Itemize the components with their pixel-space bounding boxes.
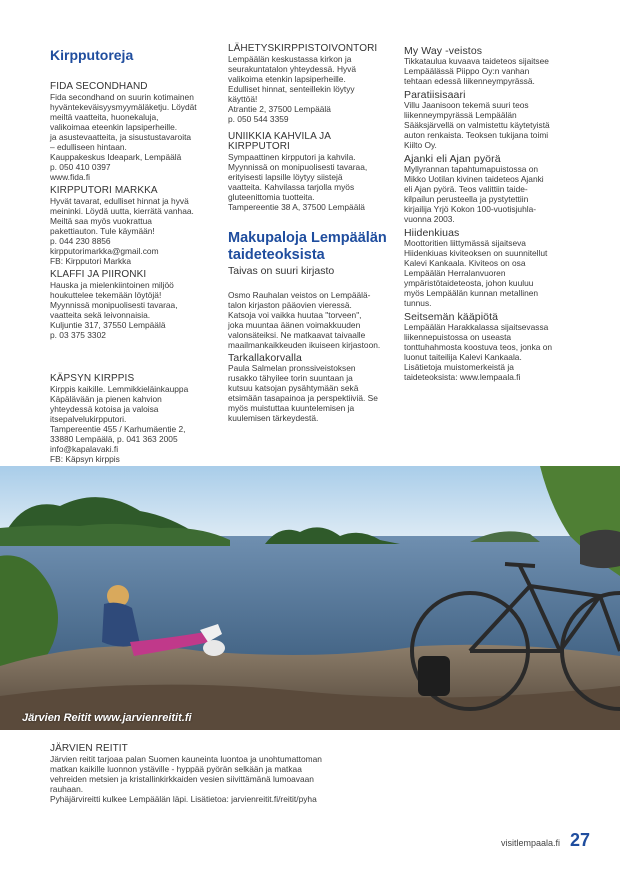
listing-kapsyn — [50, 374, 220, 474]
photo-caption: Järvien Reitit www.jarvienreitit.fi — [22, 712, 192, 724]
art-heading: Hiidenkiuas — [404, 227, 460, 239]
listing-lahetys — [228, 44, 393, 124]
art-text: Tikkataulua kuvaava taideteos sijaitsee Lempäälässä Piippo Oy:n vanhan tehtaan edessä liikenneympyrässä. — [404, 56, 549, 86]
page-number: 27 — [569, 830, 590, 850]
lake-photo — [0, 466, 620, 730]
art-text: Myllyrannan tapahtumapuistossa on Mikko Uotilan kivinen taideteos Ajanki eli Ajan pyörä. Teos valittiin taide- kilpailun perusteella ja pystytettiin kirjailija Yrjö Kokon 100-vuotisjuhla- vuonna 2003. — [404, 164, 544, 224]
art-heading-tarkalla: Tarkallakorvalla — [228, 352, 302, 364]
listing-heading: FIDA SECONDHAND — [50, 81, 148, 92]
listing-heading: KIRPPUTORI MARKKA — [50, 185, 158, 196]
listing-fida — [50, 82, 220, 182]
art-item-hiidenkiuas — [404, 228, 582, 308]
art-heading: Seitsemän kääpiötä — [404, 311, 499, 323]
listing-uniikkia — [228, 132, 393, 212]
jarvien-reitit-text: Järvien reitit tarjoaa palan Suomen kauneinta luontoa ja unohtumattoman matkan kaikille luonnon ystäville - hyppää pyörän selkään ja matkaa vehreiden metsien ja kristallinkirkkaiden vesien siivittämänä lumoavaan rauhaan. Pyhäjärvireitti kulkee Lempäälän läpi. Lisätietoa: jarvienreitit.fi/reitit/pyha — [50, 754, 322, 804]
art-item-kaapiot — [404, 312, 582, 382]
lake-photo-illustration — [0, 466, 620, 730]
art-section-title: Makupaloja Lempäälän taideteoksista — [228, 230, 387, 263]
art-heading: My Way -veistos — [404, 45, 483, 57]
listing-klaffi — [50, 270, 220, 340]
footer-url: visitlempaala.fi — [500, 838, 560, 848]
art-item-paratiisisaari — [404, 90, 582, 150]
listing-markka — [50, 186, 220, 266]
listing-heading: KLAFFI JA PIIRONKI — [50, 269, 147, 280]
art-item-myway — [404, 46, 582, 86]
listing-text: Hyvät tavarat, edulliset hinnat ja hyvä meininki. Löydä uutta, kierrätä vanhaa. Meiltä saa myös vuokrattua pakettiauton. Tule käymään! p. 044 230 8856 kirpputorimarkka@gmail.com FB: Kirpputori Markka — [50, 196, 194, 266]
jarvien-reitit-heading: JÄRVIEN REITIT — [50, 743, 128, 754]
listing-heading: UNIIKKIA KAHVILA JA KIRPPUTORI — [228, 131, 332, 152]
column-flea-markets — [50, 40, 220, 478]
art-text-tarkalla: Paula Salmelan pronssiveistoksen rusakko tähyilee torin suuntaan ja kutsuu katsojan pysähtymään sekä etsimään tasapainoa ja perspektiiviä. Se myös muistuttaa kuuntelemisen ja kuulemisen tärkeydestä. — [228, 363, 378, 423]
listing-text: Fida secondhand on suurin kotimainen hyväntekeväisyysmyymäläketju. Löydät meiltä vaatteita, huonekaluja, valikoimaa eteenkin lapsiperheille. ja asustevaatteita, ja sisustustavaroita – edulliseen hintaan. Kauppakeskus Ideapark, Lempäälä p. 050 410 0397 www.fida.fi — [50, 92, 197, 182]
column-middle — [228, 44, 393, 423]
art-subtitle: Taivas on suuri kirjasto — [228, 265, 335, 277]
listing-heading: LÄHETYSKIRPPISTOIVONTORI — [228, 43, 378, 54]
jarvien-reitit-block — [50, 744, 370, 804]
art-heading: Ajanki eli Ajan pyörä — [404, 153, 501, 165]
section-title: Kirpputoreja — [50, 47, 134, 63]
art-heading: Paratiisisaari — [404, 89, 466, 101]
listing-text: Sympaattinen kirpputori ja kahvila. Myynnissä on monipuolisesti tavaraa, erityisesti lapsille löytyy siistejä vaatteita. Kahvilassa tarjolla myös gluteenittomia tuotteita. Tampereentie 38 A, 37500 Lempäälä — [228, 152, 368, 212]
column-artworks — [404, 46, 582, 386]
listing-text: Kirppis kaikille. Lemmikkieläinkauppa Käpälävään ja pienen kahvion yhteydessä kotoisa ja valoisa itsepalvelukirpputori. Tampereentie 455 / Karhumäentie 2, 33880 Lempäälä, p. 041 363 2005 info@kapalavaki.fi FB: Käpsyn kirppis — [50, 384, 189, 464]
art-text: Lempäälän Harakkalassa sijaitsevassa liikennepuistossa on useasta tonttuhahmosta koostuva teos, jonka on luonut taiteilija Kalevi Kankaala. Lisätietoja muistomerkeistä ja taideteoksista: www.lempaala.fi — [404, 322, 553, 382]
art-text: Villu Jaanisoon tekemä suuri teos liikenneympyrässä Lempäälän Sääksjärvellä on valmistettu käytetyistä auton renkaista. Teoksen tukijana toimi Kiilto Oy. — [404, 100, 550, 150]
listing-text: Hauska ja mielenkiintoinen miljöö houkuttelee tekemään löytöjä! Myynnissä monipuolisesti tavaraa, vaatteita sekä leivonnaisia. Kuljuntie 317, 37550 Lempäälä p. 03 375 3302 — [50, 280, 178, 340]
art-text: Moottoritien liittymässä sijaitseva Hiidenkiuas kiviteoksen on suunnitellut Kalevi Kankaala. Kiviteos on osa Lempäälän Herralanvuoren ympäristötaideteosta, johon kuuluu myös Lempäälän kunnan metallinen tunnus. — [404, 238, 548, 308]
listing-text: Lempäälän keskustassa kirkon ja seurakuntatalon yhteydessä. Hyvä valikoima etenkin lapsiperheille. Edulliset hinnat, senteillekin löytyy käyttöä! Atrantie 2, 37500 Lempäälä p. 050 544 3359 — [228, 54, 357, 124]
listing-heading: KÄPSYN KIRPPIS — [50, 373, 135, 384]
art-text-rauhala: Osmo Rauhalan veistos on Lempäälä- talon kirjaston pääovien vieressä. Katsoja voi vaikka huutaa "torveen", joka muuntaa äänen voimakkuuden valonsäteiksi. Ne matkaavat taivaalle maailmankaikkeuden ikuiseen kirjastoon. — [228, 290, 381, 350]
art-item-ajanki — [404, 154, 582, 224]
